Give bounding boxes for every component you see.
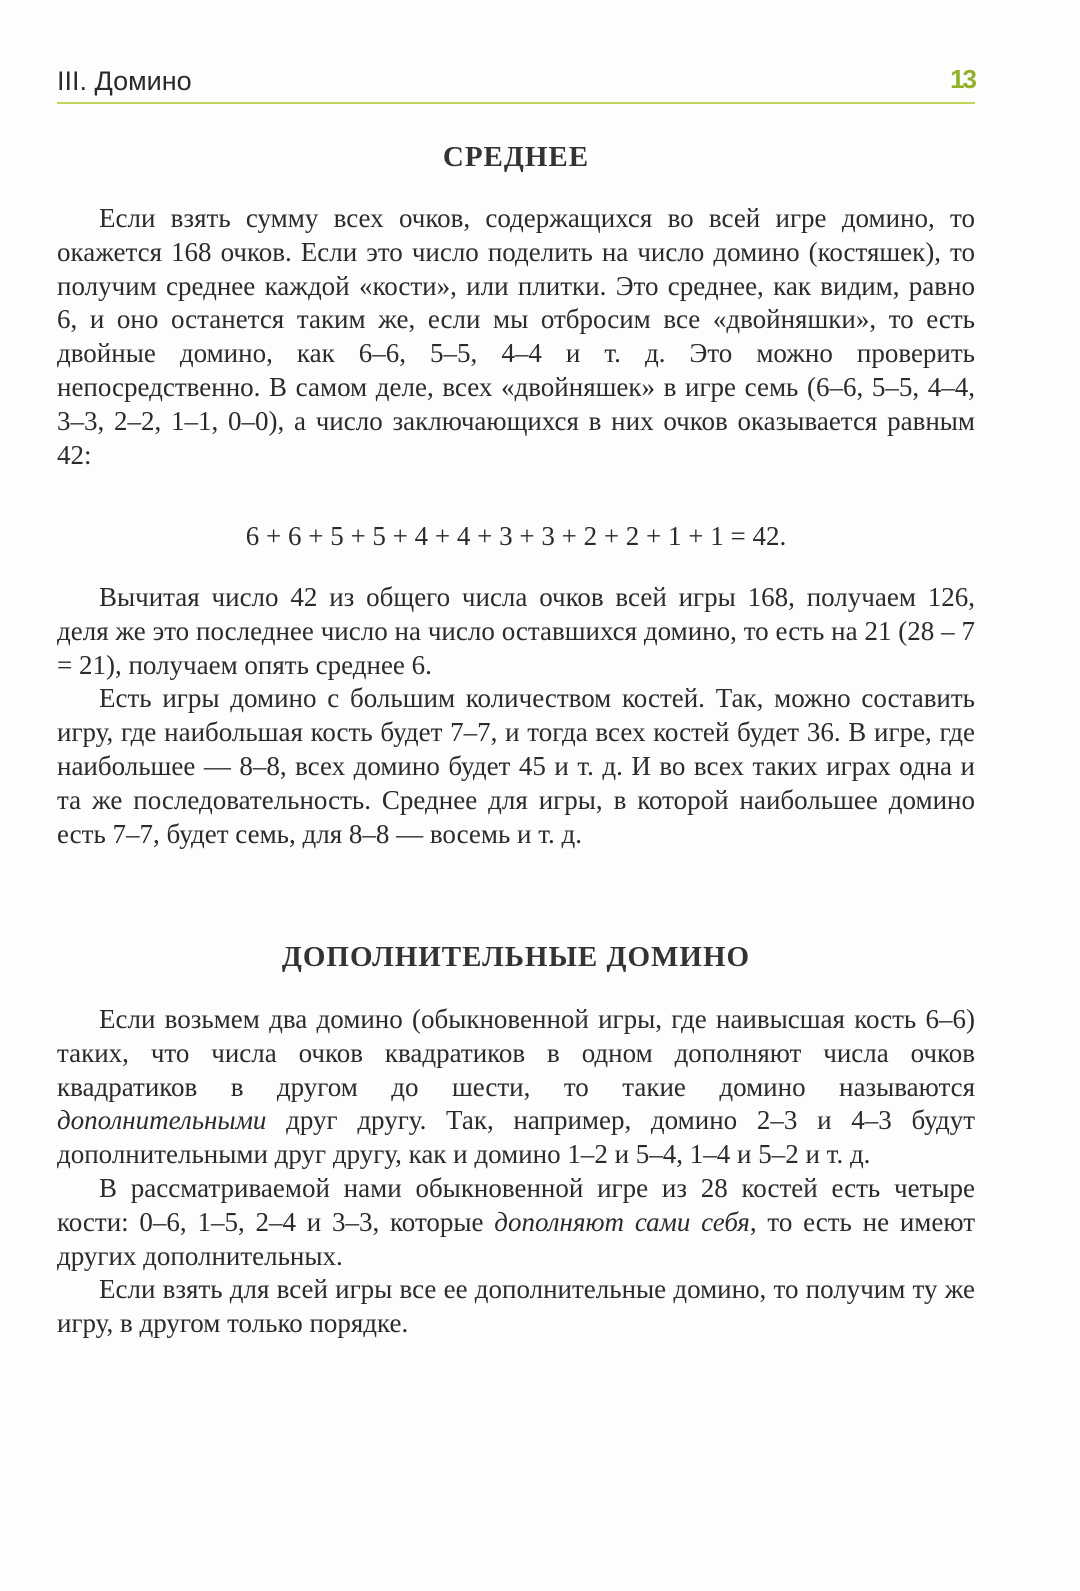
section-title-average: СРЕДНЕЕ: [442, 141, 590, 173]
paragraph: [57, 1172, 975, 1273]
section-title-complementary: ДОПОЛНИТЕЛЬНЫЕ ДОМИНО: [281, 941, 751, 973]
text-span: , то есть не имеют других дополнительных.: [57, 1206, 975, 1271]
text-span: В рассматриваемой нами обыкновенной игре из 28 костей есть четыре кости: 0–6, 1–5, 2–4 и 3–3, которые: [57, 1172, 975, 1237]
page-number: 13: [950, 64, 975, 94]
paragraph: Если взять сумму всех очков, содержащихся во всей игре домино, то окажется 168 очков. Если это число поделить на число домино (костяшек), то получим среднее каждой «кости», или плитки. Это среднее, как видим, равно 6, и оно останется таким же, если мы отбросим все «двойняшки», то есть двойные домино, как 6–6, 5–5, 4–4 и т. д. Это можно проверить непосредственно. В самом деле, всех «двойняшек» в игре семь (6–6, 5–5, 4–4, 3–3, 2–2, 1–1, 0–0), а число заключающихся в них очков оказывается равным 42:: [57, 203, 975, 470]
text-span: друг другу. Так, например, домино 2–3 и 4–3 будут дополнительными друг другу, как и домино 1–2 и 5–4, 1–4 и 5–2 и т. д.: [57, 1105, 975, 1170]
section-average-text-1: [57, 202, 975, 472]
paragraph: Если взять для всей игры все ее дополнительные домино, то получим ту же игру, в другом только порядке.: [57, 1274, 975, 1339]
italic-term: дополнительными: [57, 1105, 267, 1136]
italic-term: дополняют сами себя: [494, 1206, 750, 1237]
paragraph: Есть игры домино с большим количеством костей. Так, можно составить игру, где наибольшая кость будет 7–7, и тогда всех костей будет 36. В игре, где наибольшее — 8–8, всех домино будет 45 и т. д. И во всех таких играх одна и та же последовательность. Среднее для игры, в которой наибольшее домино есть 7–7, будет семь, для 8–8 — восемь и т. д.: [57, 683, 975, 849]
paragraph: Вычитая число 42 из общего числа очков всей игры 168, получаем 126, деля же это последнее число на число оставшихся домино, то есть на 21 (28 – 7 = 21), получаем опять среднее 6.: [57, 582, 975, 680]
running-header: [57, 62, 975, 104]
paragraph: [57, 1003, 975, 1172]
chapter-title: III. Домино: [57, 66, 192, 96]
section-complementary-text: [57, 1003, 975, 1341]
formula: 6 + 6 + 5 + 5 + 4 + 4 + 3 + 3 + 2 + 2 + 1 + 1 = 42.: [245, 521, 787, 551]
text-span: Если возьмем два домино (обыкновенной игры, где наивысшая кость 6–6) таких, что числа очков квадратиков в одном дополняют числа очков квадратиков в другом до шести, то такие домино называются: [57, 1004, 975, 1102]
section-average-text-2: [57, 581, 975, 851]
